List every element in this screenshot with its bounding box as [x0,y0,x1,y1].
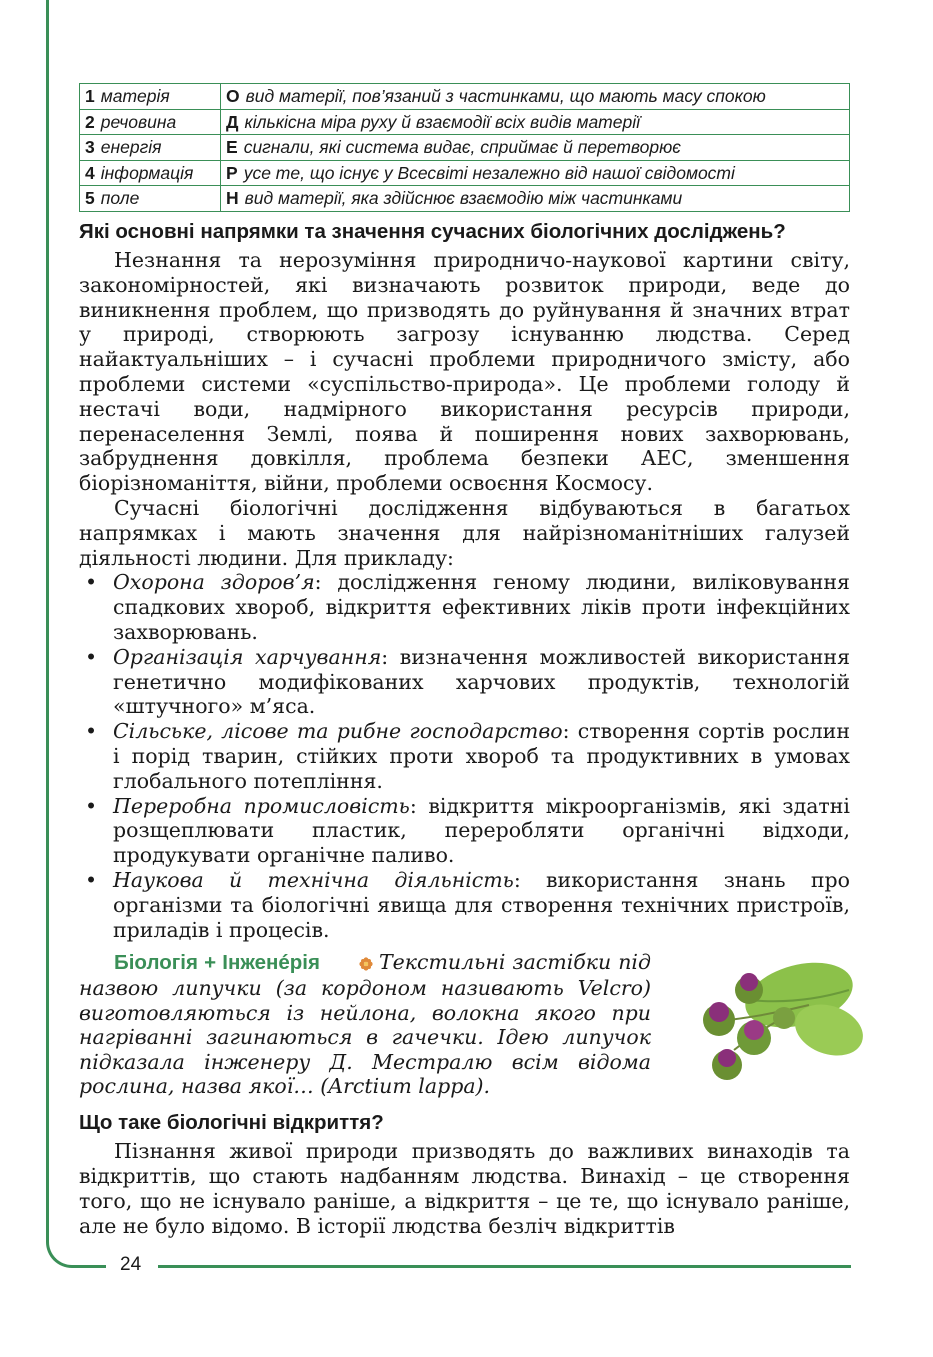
term-cell [80,109,221,135]
section1-heading: Які основні напрямки та значення сучасних біологічних досліджень? [79,220,786,243]
bio-engineering-text [79,950,651,1099]
page-number: 24 [120,1254,142,1275]
table-row [80,135,850,161]
term-label: енергія [100,137,162,158]
footer-rule [158,1265,851,1268]
burdock-plant-image [689,960,864,1095]
research-field: Організація харчування [113,644,382,669]
term-number: 1 [85,86,95,107]
term-label: поле [100,188,140,209]
term-cell [80,186,221,212]
definition-text: усе те, що існує у Всесвіті незалежно від нашої свідомості [243,162,735,183]
definition-text: вид матерії, пов’язаний з частинками, що мають масу спокою [245,86,766,107]
section2-paragraph: Пізнання живої природи призводять до важливих винаходів та відкриттів, що стають надбанням людства. Винахід – це створення того, що не існувало раніше, а відкриття – це те, що існувало раніше, але не було відомо. В історії людства безліч відкриттів [79,1139,850,1238]
definition-letter: Е [226,137,238,158]
research-field: Переробна промисловість [113,793,410,818]
definition-letter: Н [226,188,239,209]
research-field: Наукова й технічна діяльність [113,867,514,892]
table-row [80,186,850,212]
definition-cell [221,186,850,212]
section2-heading: Що таке біологічні відкриття? [79,1111,384,1135]
definition-text: сигнали, які система видає, сприймає й перетворює [243,137,681,158]
research-field-description: : відкриття мікроорганізмів, які здатні розщеплювати пластик, переробляти органічні відходи, продукувати органічне паливо. [113,793,850,868]
table-row [80,84,850,110]
list-item [113,868,850,942]
term-number: 4 [85,162,95,183]
definition-letter: О [226,86,240,107]
list-item [113,645,850,719]
bio-engineering-body: Текстильні застібки під назвою липучки (за кордоном називають Velcro) виготовляються із нейлона, волокна якого при нагріванні загинаються в гачечки. Ідею липучок підказала інженеру Д. Местралю всім відома рослина, назва якої… (Arctium lappa). [79,950,651,1099]
research-field-description: : використання знань про організми та біологічні явища для створення технічних пристроїв, приладів і процесів. [113,867,850,942]
section1-paragraph2: Сучасні біологічні дослідження відбуваються в багатьох напрямках і мають значення для найрізноманітніших галузей діяльності людини. Для прикладу: [79,495,850,570]
term-cell [80,160,221,186]
list-item [113,719,850,793]
term-number: 3 [85,137,95,158]
table-row [80,109,850,135]
section2 [79,1109,850,1238]
matching-table [79,83,850,212]
definition-letter: Р [226,162,238,183]
research-field-description: : визначення можливостей використання генетично модифікованих харчових продуктів, технологій «штучного» м’яса. [113,644,850,719]
definition-letter: Д [226,111,239,132]
definition-cell [221,160,850,186]
term-number: 5 [85,188,95,209]
main-content [79,218,850,1239]
definition-text: вид матерії, яка здійснює взаємодію між частинками [244,188,683,209]
term-number: 2 [85,111,95,132]
term-label: речовина [100,111,177,132]
definition-cell [221,109,850,135]
term-cell [80,135,221,161]
term-cell [80,84,221,110]
table-row [80,160,850,186]
biology-engineering-box [79,950,850,1105]
list-item [113,794,850,868]
research-field: Охорона здоров’я [113,570,315,595]
research-field: Сільське, лісове та рибне господарство [113,719,563,744]
term-label: інформація [100,162,194,183]
list-item [113,570,850,644]
definition-cell [221,135,850,161]
research-field-description: : створення сортів рослин і порід тварин, стійких проти хвороб та продуктивних в умовах глобального потепління. [113,719,850,793]
flower-icon [324,952,373,977]
bio-engineering-heading: Біологія + Інженéрія [114,951,320,975]
term-label: матерія [100,86,170,107]
research-directions-list [79,570,850,942]
definition-text: кількісна міра руху й взаємодії всіх видів матерії [244,111,640,132]
section1-paragraph1: Незнання та нерозуміння природничо-наукової картини світу, закономірностей, які визначають розвиток природи, веде до виникнення проблем, що призводять до руйнування й значних втрат у природі, створюють загрозу існуванню людства. Серед найактуальніших – і сучасні проблеми природничого змісту, або проблеми системи «суспільство-природа». Це проблеми голоду й нестачі води, надмірного використання ресурсів природи, перенаселення Землі, поява й поширення нових захворювань, забруднення довкілля, проблема безпеки АЕС, зменшення біорізноманіття, війни, проблеми освоєння Космосу. [79,248,850,496]
research-field-description: : дослідження геному людини, виліковування спадкових хвороб, відкриття ефективних ліків проти інфекційних захворювань. [113,570,850,644]
definition-cell [221,84,850,110]
